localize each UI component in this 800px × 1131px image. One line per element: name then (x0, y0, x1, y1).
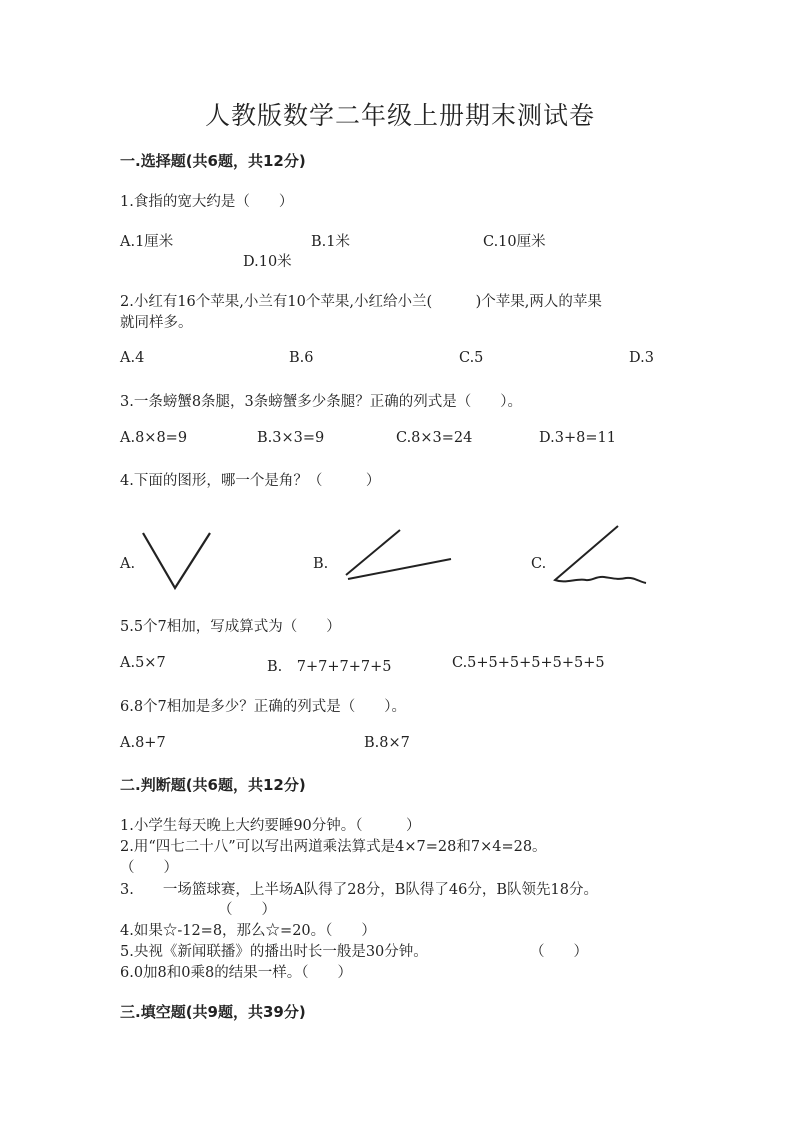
question-2-stem-line2: 就同样多。 (120, 315, 193, 331)
judge-6: 6.0加8和0乘8的结果一样。（ ） (120, 965, 352, 981)
page-title: 人教版数学二年级上册期末测试卷 (204, 101, 595, 130)
judge-3-line2: （ ） (218, 902, 276, 918)
question-1-option-c: C.10厘米 (483, 234, 546, 250)
section-heading-judge: 二.判断题(共6题，共12分) (120, 776, 306, 794)
question-1-option-d: D.10米 (243, 254, 292, 270)
question-3-option-c: C.8×3=24 (396, 430, 473, 446)
question-3-option-d: D.3+8=11 (539, 430, 616, 446)
question-3-option-b: B.3×3=9 (257, 430, 325, 446)
question-6-stem: 6.8个7相加是多少？正确的列式是（ ）。 (120, 699, 407, 715)
question-4-stem: 4.下面的图形，哪一个是角？（ ） (120, 473, 381, 489)
judge-2-line2: （ ） (120, 860, 178, 876)
section-heading-fill: 三.填空题(共9题，共39分) (120, 1003, 306, 1021)
figure-c-curved-angle (548, 520, 653, 592)
question-1-stem: 1.食指的宽大约是（ ） (120, 194, 294, 210)
question-6-option-a: A.8+7 (120, 735, 166, 751)
question-1-option-a: A.1厘米 (120, 234, 174, 250)
question-5-stem: 5.5个7相加，写成算式为（ ） (120, 619, 341, 635)
judge-1: 1.小学生每天晚上大约要睡90分钟。（ ） (120, 818, 421, 834)
question-3-option-a: A.8×8=9 (120, 430, 188, 446)
question-5-option-c: C.5+5+5+5+5+5+5 (452, 655, 605, 671)
judge-2-line1: 2.用“四七二十八”可以写出两道乘法算式是4×7=28和7×4=28。 (120, 839, 547, 855)
question-4-option-a: A. (120, 556, 136, 572)
question-3-stem: 3.一条螃蟹8条腿，3条螃蟹多少条腿？正确的列式是（ ）。 (120, 394, 523, 410)
question-2-stem-line1: 2.小红有16个苹果,小兰有10个苹果,小红给小兰( )个苹果,两人的苹果 (120, 294, 602, 310)
question-2-option-c: C.5 (459, 350, 484, 366)
question-2-option-a: A.4 (120, 350, 145, 366)
judge-3-line1: 3. 一场篮球赛，上半场A队得了28分，B队得了46分，B队领先18分。 (120, 882, 598, 898)
question-2-option-b: B.6 (289, 350, 314, 366)
question-6-option-b: B.8×7 (364, 735, 410, 751)
question-5-option-b: B. 7+7+7+7+5 (267, 659, 392, 675)
figure-a-angle (135, 525, 220, 595)
section-heading-choice: 一.选择题(共6题，共12分) (120, 152, 306, 170)
judge-5-bracket: （ ） (530, 944, 588, 960)
question-4-option-b: B. (313, 556, 329, 572)
question-2-option-d: D.3 (629, 350, 654, 366)
figure-b-two-lines (338, 522, 458, 584)
judge-5-text: 5.央视《新闻联播》的播出时长一般是30分钟。 (120, 944, 428, 960)
question-5-option-a: A.5×7 (120, 655, 166, 671)
judge-4: 4.如果☆-12=8，那么☆=20。（ ） (120, 923, 376, 939)
question-4-option-c: C. (531, 556, 547, 572)
question-1-option-b: B.1米 (311, 234, 350, 250)
